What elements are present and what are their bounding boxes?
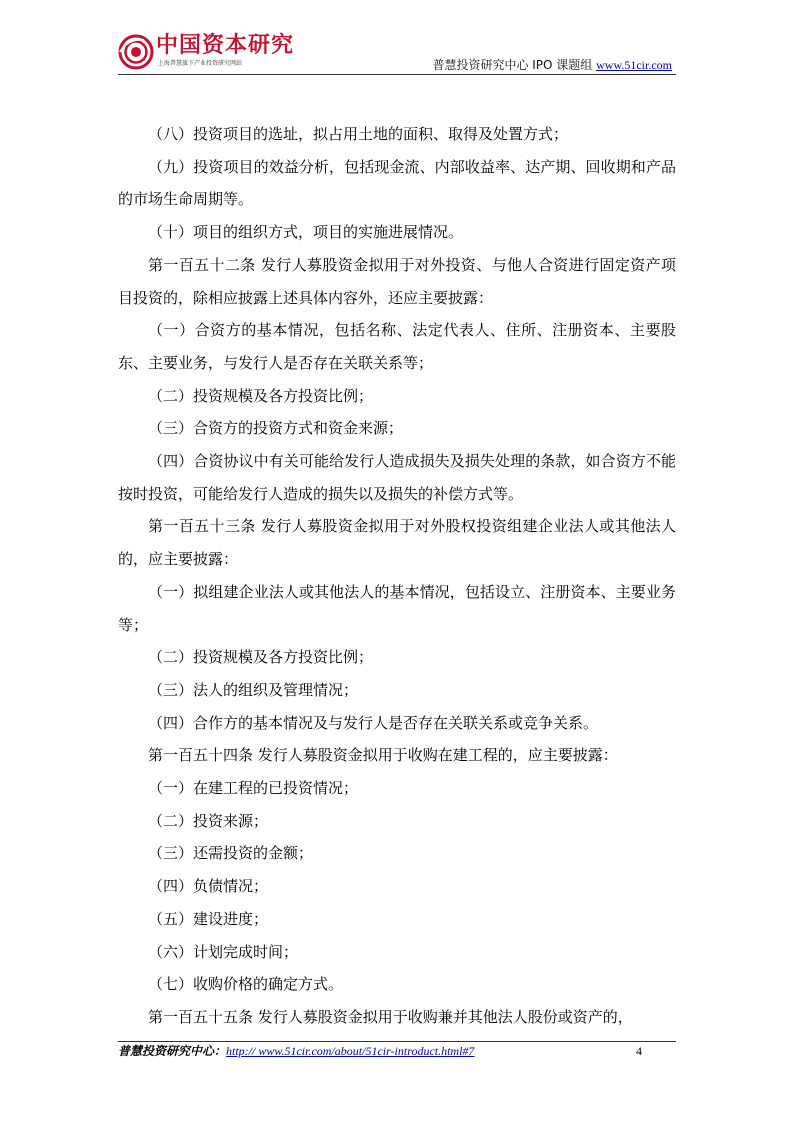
footer-url-link[interactable]: http:// www.51cir.com/about/51cir-introduct.html#7 — [226, 1044, 475, 1058]
document-body — [118, 118, 676, 1034]
page-footer — [118, 1043, 676, 1059]
paragraph: （一）在建工程的已投资情况； — [148, 779, 359, 798]
paragraph: （九）投资项目的效益分析，包括现金流、内部收益率、达产期、回收期和产品的市场生命周期等。 — [118, 157, 676, 209]
page-number: 4 — [636, 1044, 642, 1058]
paragraph: （六）计划完成时间； — [148, 942, 299, 961]
paragraph: （二）投资来源； — [148, 811, 269, 830]
paragraph: （八）投资项目的选址，拟占用土地的面积、取得及处置方式； — [148, 125, 569, 143]
paragraph: （一）合资方的基本情况，包括名称、法定代表人、住所、注册资本、主要股东、主要业务，与发行人是否存在关联关系等； — [118, 321, 676, 372]
paragraph: 第一百五十四条 发行人募股资金拟用于收购在建工程的，应主要披露： — [148, 746, 618, 765]
footer-label: 普慧投资研究中心： — [118, 1044, 227, 1058]
logo-subtitle: 上海普慧旗下产业投资研究网站 — [158, 60, 243, 67]
paragraph: 第一百五十二条 发行人募股资金拟用于对外投资、与他人合资进行固定资产项目投资的，除相应披露上述具体内容外，还应主要披露： — [118, 255, 676, 307]
paragraph: （十）项目的组织方式，项目的实施进展情况。 — [148, 223, 464, 242]
footer-divider — [118, 1041, 676, 1042]
logo-title: 中国资本研究 — [156, 32, 295, 58]
footer-source — [118, 1043, 474, 1059]
header-org-info — [432, 58, 672, 72]
paragraph: （七）收购价格的确定方式。 — [148, 975, 344, 994]
paragraph: 第一百五十三条 发行人募股资金拟用于对外股权投资组建企业法人或其他法人的，应主要披露： — [118, 517, 676, 569]
header-divider — [118, 74, 676, 75]
paragraph: （四）合作方的基本情况及与发行人是否存在关联关系或竞争关系。 — [148, 713, 599, 732]
paragraph: 第一百五十五条 发行人募股资金拟用于收购兼并其他法人股份或资产的， — [148, 1007, 633, 1026]
page-header — [118, 28, 676, 74]
paragraph: （三）法人的组织及管理情况； — [148, 680, 359, 699]
paragraph: （五）建设进度； — [148, 909, 269, 928]
paragraph: （四）负债情况； — [148, 877, 269, 896]
logo — [118, 28, 295, 72]
header-org-text: 普慧投资研究中心 IPO 课题组 — [432, 58, 597, 72]
paragraph: （三）合资方的投资方式和资金来源； — [148, 419, 404, 438]
logo-swirl-icon — [118, 34, 154, 70]
header-url-link[interactable]: www.51cir.com — [596, 58, 672, 72]
paragraph: （四）合资协议中有关可能给发行人造成损失及损失处理的条款，如合资方不能按时投资，可能给发行人造成的损失以及损失的补偿方式等。 — [118, 452, 676, 503]
paragraph: （一）拟组建企业法人或其他法人的基本情况，包括设立、注册资本、主要业务等； — [118, 582, 676, 634]
paragraph: （二）投资规模及各方投资比例； — [148, 386, 374, 405]
paragraph: （三）还需投资的金额； — [148, 844, 314, 863]
paragraph: （二）投资规模及各方投资比例； — [148, 648, 374, 667]
